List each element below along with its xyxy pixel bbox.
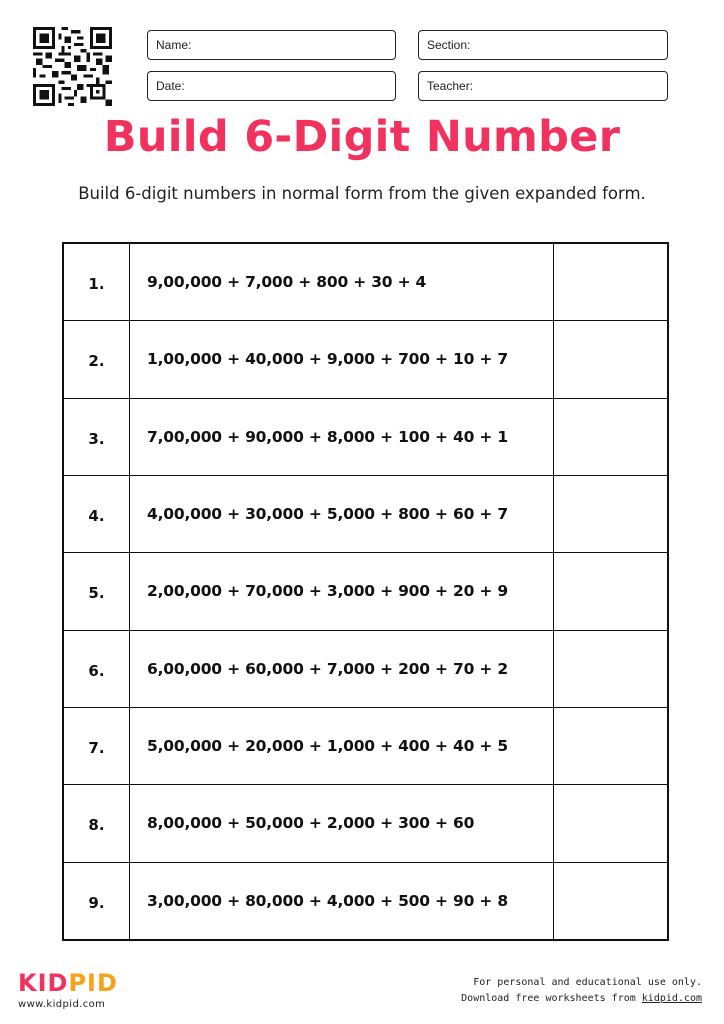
row-number: 8.: [64, 785, 130, 861]
row-number: 4.: [64, 476, 130, 552]
qr-code: [33, 27, 112, 106]
row-number: 6.: [64, 631, 130, 707]
answer-cell[interactable]: [554, 244, 667, 320]
table-row: [64, 785, 667, 862]
row-number: 7.: [64, 708, 130, 784]
expanded-form: 7,00,000 + 90,000 + 8,000 + 100 + 40 + 1: [130, 399, 554, 475]
logo-kid: KID: [18, 969, 69, 997]
download-note: [461, 991, 702, 1007]
site-url: www.kidpid.com: [18, 999, 106, 1010]
row-number: 9.: [64, 863, 130, 939]
answer-cell[interactable]: [554, 476, 667, 552]
table-row: [64, 399, 667, 476]
download-prefix: Download free worksheets from: [461, 993, 642, 1004]
expanded-form: 9,00,000 + 7,000 + 800 + 30 + 4: [130, 244, 554, 320]
table-row: [64, 476, 667, 553]
row-number: 2.: [64, 321, 130, 397]
name-field[interactable]: [147, 30, 396, 60]
expanded-form: 1,00,000 + 40,000 + 9,000 + 700 + 10 + 7: [130, 321, 554, 397]
row-number: 3.: [64, 399, 130, 475]
answer-cell[interactable]: [554, 321, 667, 397]
teacher-label: Teacher:: [427, 79, 474, 93]
table-row: [64, 863, 667, 939]
table-row: [64, 321, 667, 398]
kidpid-logo: [18, 969, 118, 997]
exercise-table: [62, 242, 669, 941]
table-row: [64, 553, 667, 630]
answer-cell[interactable]: [554, 785, 667, 861]
worksheet-title: Build 6-Digit Number: [103, 112, 621, 162]
section-label: Section:: [427, 38, 471, 52]
teacher-field[interactable]: [418, 71, 668, 101]
answer-cell[interactable]: [554, 863, 667, 939]
expanded-form: 3,00,000 + 80,000 + 4,000 + 500 + 90 + 8: [130, 863, 554, 939]
table-row: [64, 631, 667, 708]
answer-cell[interactable]: [554, 631, 667, 707]
name-label: Name:: [156, 38, 192, 52]
table-row: [64, 708, 667, 785]
answer-cell[interactable]: [554, 708, 667, 784]
worksheet-instructions: Build 6-digit numbers in normal form from the given expanded form.: [78, 184, 646, 203]
date-label: Date:: [156, 79, 185, 93]
expanded-form: 6,00,000 + 60,000 + 7,000 + 200 + 70 + 2: [130, 631, 554, 707]
table-row: [64, 244, 667, 321]
row-number: 1.: [64, 244, 130, 320]
date-field[interactable]: [147, 71, 396, 101]
logo-pid: PID: [68, 969, 118, 997]
expanded-form: 4,00,000 + 30,000 + 5,000 + 800 + 60 + 7: [130, 476, 554, 552]
answer-cell[interactable]: [554, 399, 667, 475]
expanded-form: 2,00,000 + 70,000 + 3,000 + 900 + 20 + 9: [130, 553, 554, 629]
row-number: 5.: [64, 553, 130, 629]
expanded-form: 5,00,000 + 20,000 + 1,000 + 400 + 40 + 5: [130, 708, 554, 784]
section-field[interactable]: [418, 30, 668, 60]
answer-cell[interactable]: [554, 553, 667, 629]
expanded-form: 8,00,000 + 50,000 + 2,000 + 300 + 60: [130, 785, 554, 861]
kidpid-link[interactable]: kidpid.com: [641, 993, 702, 1004]
usage-note: For personal and educational use only.: [473, 977, 702, 988]
footer-note: [461, 975, 702, 1007]
